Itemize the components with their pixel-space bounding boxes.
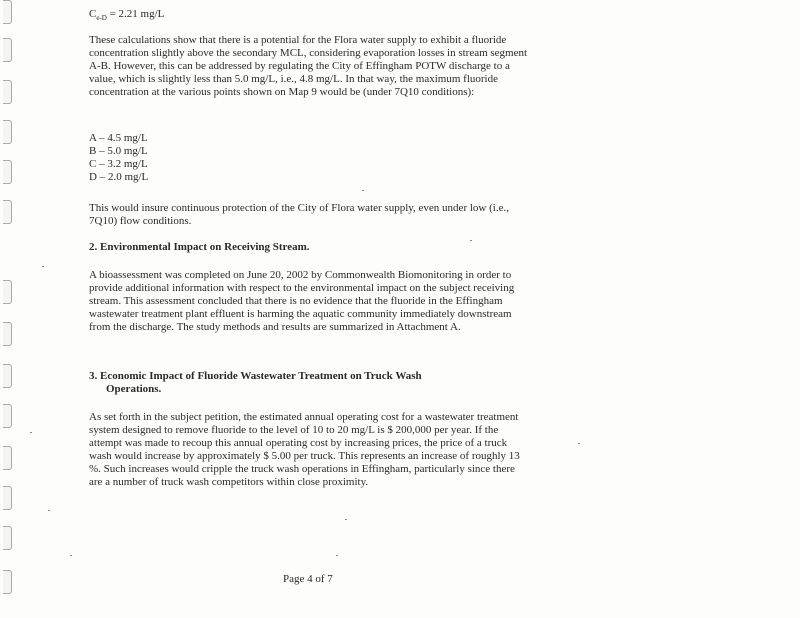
- binder-hole: [3, 38, 12, 62]
- concentration-list: [89, 132, 209, 184]
- list-item: A – 4.5 mg/L: [89, 132, 148, 144]
- list-item: B – 5.0 mg/L: [89, 145, 148, 157]
- list-item: C – 3.2 mg/L: [89, 158, 148, 170]
- binder-hole: [3, 526, 12, 550]
- binder-hole: [3, 120, 12, 144]
- binder-hole: [3, 570, 12, 594]
- list-item: D – 2.0 mg/L: [89, 171, 149, 183]
- page-number: Page 4 of 7: [283, 573, 333, 585]
- binder-hole: [3, 364, 12, 388]
- binder-hole: [3, 80, 12, 104]
- binder-hole: [3, 404, 12, 428]
- section-2-heading: 2. Environmental Impact on Receiving Stream.: [89, 241, 310, 253]
- paragraph-calculations: These calculations show that there is a potential for the Flora water supply to exhibit a fluoride concentration slightly above the secondary MCL, considering evaporation losses in stream segment A-B. However, this can be addressed by regulating the City of Effingham POTW discharge to a value, which is slightly less than 5.0 mg/L, i.e., 4.8 mg/L. In that way, the maximum fluoride concentration at the various points shown on Map 9 would be (under 7Q10 conditions):: [89, 34, 528, 98]
- paragraph-economic-impact: As set forth in the subject petition, the estimated annual operating cost for a wastewater treatment system designed to remove fluoride to the level of 10 to 20 mg/L is $ 200,000 per year. If the attempt was made to recoup this annual operating cost by increasing prices, the price of a truck wash would increase by approximately $ 5.00 per truck. This represents an increase of roughly 13 %. Such increases would cripple the truck wash operations in Effingham, particularly since there are a number of truck wash competitors within close proximity.: [89, 411, 520, 488]
- binder-hole: [3, 160, 12, 184]
- paragraph-protection: This would insure continuous protection of the City of Flora water supply, even under low (i.e., 7Q10) flow conditions.: [89, 202, 509, 227]
- binder-hole: [3, 0, 12, 24]
- binder-hole: [3, 322, 12, 346]
- section-3-heading: 3. Economic Impact of Fluoride Wastewater Treatment on Truck Wash Operations.: [89, 370, 422, 395]
- binder-hole: [3, 446, 12, 470]
- binder-hole: [3, 200, 12, 224]
- formula-line: $C_{e-D} = 2.21$ mg/L: [89, 8, 165, 23]
- binder-hole: [3, 486, 12, 510]
- binder-hole: [3, 280, 12, 304]
- paragraph-bioassessment: A bioassessment was completed on June 20, 2002 by Commonwealth Biomonitoring in order to provide additional information with respect to the environmental impact on the subject receiving stream. This assessment concluded that there is no evidence that the fluoride in the Effingham wastewater treatment plant effluent is harming the aquatic community immediately downstream from the discharge. The study methods and results are summarized in Attachment A.: [89, 269, 515, 333]
